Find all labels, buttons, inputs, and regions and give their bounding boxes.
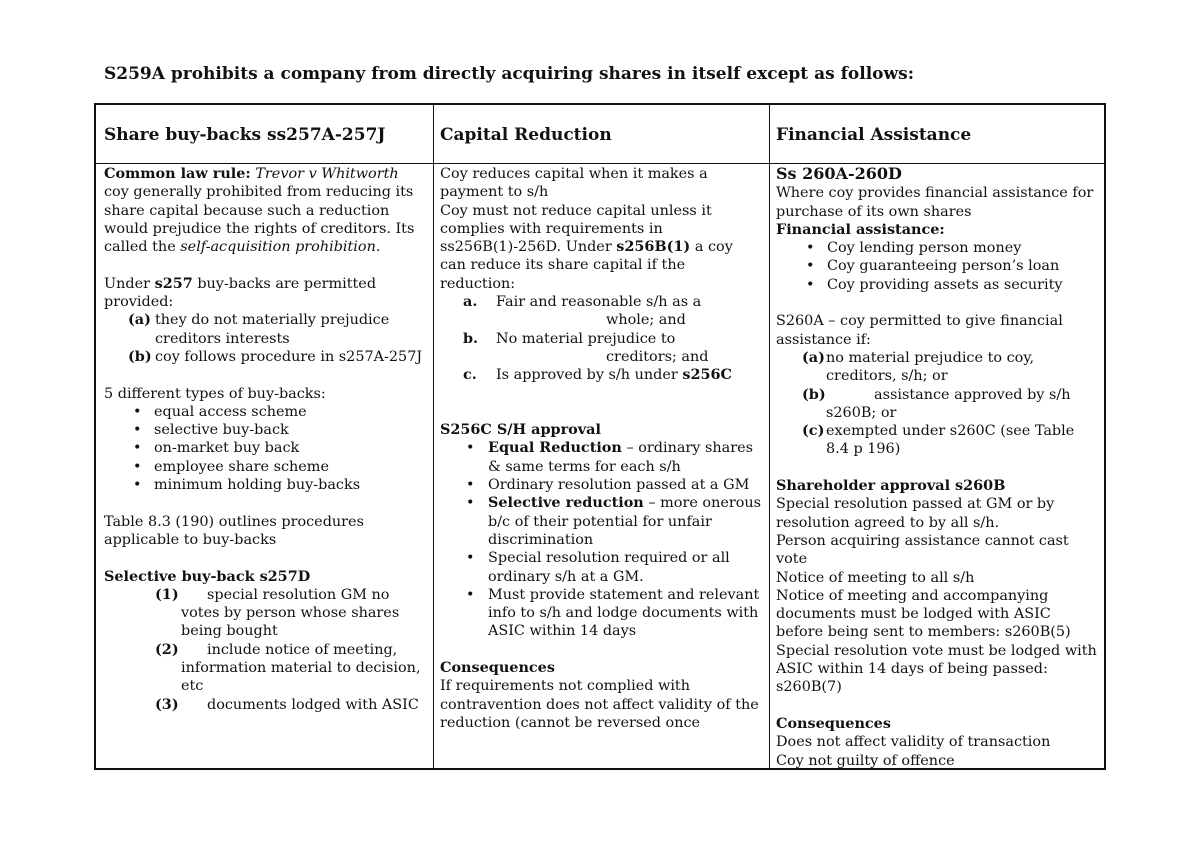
comparison-table: [94, 103, 1106, 770]
condition-text: coy follows procedure in s257A-257J: [155, 348, 423, 365]
financial-assistance-intro: Where coy provides financial assistance for purchase of its own shares: [776, 185, 1094, 220]
list-item: • Coy guaranteeing person’s loan: [776, 257, 1098, 275]
condition-text: no material prejudice to coy, creditors, s/h; or: [826, 349, 1035, 385]
list-item: • minimum holding buy-backs: [104, 476, 426, 494]
reduction-requirement-c: [440, 366, 762, 384]
consequences-line: Does not affect validity of transaction: [776, 734, 1051, 751]
step-key: (3): [155, 695, 179, 713]
list-item: • Coy providing assets as security: [776, 276, 1098, 294]
list-item: • Coy lending person money: [776, 239, 1098, 257]
equal-reduction-label: Equal Reduction: [488, 439, 622, 457]
consequences-text: If requirements not complied with contravention does not affect validity of the reduction (cannot be reversed once: [440, 678, 759, 731]
s257-ref: s257: [154, 274, 193, 292]
approval-line: Notice of meeting to all s/h: [776, 569, 975, 586]
selective-step-1: [104, 586, 426, 641]
step-text: documents lodged with ASIC: [207, 696, 419, 713]
s256b-paragraph: [440, 202, 762, 293]
share-buybacks-cell: [104, 165, 426, 768]
condition-key: (a): [802, 348, 825, 366]
list-item: • on-market buy back: [104, 439, 426, 457]
equal-reduction-text: – ordinary shares & same terms for each s/h: [488, 440, 754, 475]
list-item: • Ordinary resolution passed at a GM: [440, 476, 762, 494]
financial-assistance-cell: [776, 165, 1098, 768]
s257-text-c: buy-backs are permitted provided:: [104, 275, 377, 311]
selective-step-3: [104, 696, 426, 714]
requirement-key: a.: [463, 293, 478, 311]
approval-line: Special resolution passed at GM or by resolution agreed to by all s/h.: [776, 496, 1055, 531]
condition-key: (b): [802, 385, 826, 403]
condition-key: (a): [128, 311, 151, 329]
reduction-requirement-a: [440, 293, 762, 330]
selective-heading: Selective buy-back s257D: [104, 567, 311, 585]
common-law-paragraph: [104, 165, 426, 256]
approval-heading: S256C S/H approval: [440, 421, 601, 439]
header-capital-reduction: Capital Reduction: [440, 125, 612, 145]
requirement-tail: creditors; and: [606, 348, 709, 365]
list-item: [440, 494, 762, 549]
ss260-heading: Ss 260A-260D: [776, 165, 902, 183]
list-item: • equal access scheme: [104, 403, 426, 421]
column-divider: [769, 105, 770, 768]
selective-reduction-text: – more onerous b/c of their potential for unfair discrimination: [488, 495, 762, 548]
consequences-heading: Consequences: [776, 714, 891, 732]
approval-line: Special resolution vote must be lodged with ASIC within 14 days of being passed: s260B(7): [776, 642, 1097, 696]
approval-line: Notice of meeting and accompanying documents must be lodged with ASIC before being sent to members: s260B(5): [776, 587, 1071, 641]
header-divider: [96, 163, 1104, 164]
s256b-text-c: a coy can reduce its share capital if the reduction:: [440, 239, 733, 292]
step-text: include notice of meeting, information material to decision, etc: [181, 641, 421, 695]
list-item: • Must provide statement and relevant info to s/h and lodge documents with ASIC within 14 days: [440, 586, 762, 641]
selective-reduction-label: Selective reduction: [488, 494, 644, 512]
types-intro: 5 different types of buy-backs:: [104, 385, 326, 402]
common-law-label: Common law rule:: [104, 165, 251, 182]
financial-assistance-label: Financial assistance:: [776, 220, 945, 238]
case-name: Trevor v Whitworth: [255, 166, 399, 182]
list-item: • employee share scheme: [104, 458, 426, 476]
selective-step-2: [104, 641, 426, 696]
list-item: • selective buy-back: [104, 421, 426, 439]
condition-text: exempted under s260C (see Table 8.4 p 196): [826, 423, 1075, 458]
step-key: (1): [155, 585, 179, 603]
requirement-text: Is approved by s/h under: [496, 367, 678, 384]
list-item: [440, 439, 762, 476]
s256b-ref: s256B(1): [616, 238, 691, 256]
table-note: Table 8.3 (190) outlines procedures applicable to buy-backs: [104, 513, 364, 548]
condition-a: [776, 349, 1098, 386]
s260a-text: S260A – coy permitted to give financial assistance if:: [776, 313, 1063, 348]
s257-text-a: Under: [104, 275, 151, 292]
s256c-ref: s256C: [682, 366, 732, 384]
header-financial-assistance: Financial Assistance: [776, 125, 972, 145]
condition-a: [104, 311, 426, 348]
list-item: • Special resolution required or all ordinary s/h at a GM.: [440, 549, 762, 586]
page-title: S259A prohibits a company from directly acquiring shares in itself except as follows:: [104, 64, 914, 84]
condition-key: (c): [802, 422, 825, 440]
requirement-text: No material prejudice to: [496, 330, 676, 347]
consequences-line: Coy not guilty of offence: [776, 752, 955, 768]
condition-b: [104, 348, 426, 366]
column-divider: [433, 105, 434, 768]
step-text: special resolution GM no votes by person whose shares being bought: [181, 586, 400, 640]
s257-paragraph: [104, 275, 426, 312]
condition-text: they do not materially prejudice creditors interests: [155, 312, 390, 347]
self-acquisition-term: self-acquisition prohibition.: [180, 239, 381, 256]
capital-reduction-intro: Coy reduces capital when it makes a payment to s/h: [440, 166, 708, 201]
step-key: (2): [155, 640, 179, 658]
reduction-requirement-b: [440, 330, 762, 367]
condition-c: [776, 422, 1098, 459]
header-share-buybacks: Share buy-backs ss257A-257J: [104, 125, 386, 145]
condition-key: (b): [128, 347, 152, 365]
requirement-key: c.: [463, 366, 477, 384]
approval-line: Person acquiring assistance cannot cast vote: [776, 532, 1069, 568]
shareholder-approval-heading: Shareholder approval s260B: [776, 477, 1006, 495]
condition-text: assistance approved by s/h s260B; or: [826, 386, 1071, 421]
requirement-text: Fair and reasonable s/h as a: [496, 294, 702, 311]
s256b-text-a: Coy must not reduce capital unless it complies with requirements in ss256B(1)-256D. Under: [440, 202, 712, 256]
condition-b: [776, 386, 1098, 423]
requirement-tail: whole; and: [606, 312, 686, 329]
capital-reduction-cell: [440, 165, 762, 768]
consequences-heading: Consequences: [440, 659, 555, 677]
requirement-key: b.: [463, 329, 479, 347]
common-law-text: coy generally prohibited from reducing its share capital because such a reduction would prejudice the rights of creditors. Its called the: [104, 184, 415, 256]
